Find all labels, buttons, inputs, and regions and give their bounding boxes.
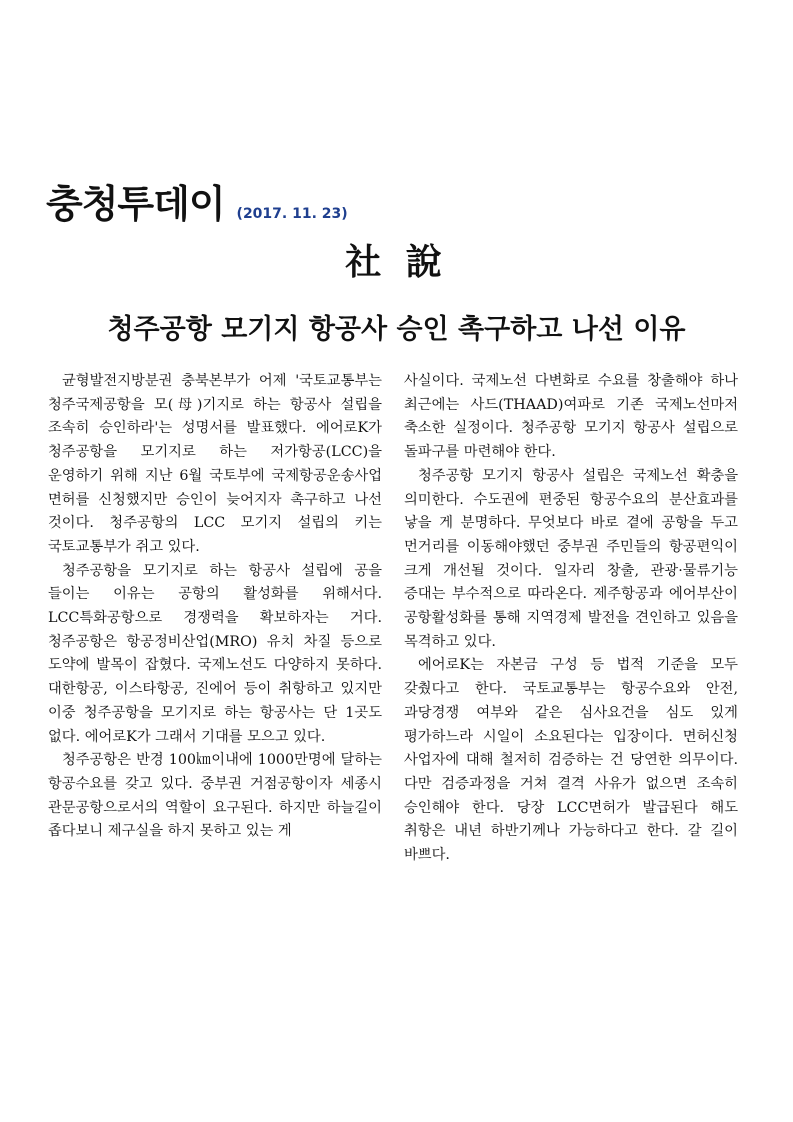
masthead [46, 182, 348, 226]
paragraph: 에어로K는 자본금 구성 등 법적 기준을 모두 갖췄다고 한다. 국토교통부는 항공수요와 안전, 과당경쟁 여부와 같은 심사요건을 심도 있게 평가하느라 시일이 소요된다는 입장이다. 면허신청 사업자에 대해 철저히 검증하는 건 당연한 의무이다. 다만 검증과정을 거쳐 결격 사유가 없으면 조속히 승인해야 한다. 당장 LCC면허가 발급된다 해도 취항은 내년 하반기께나 가능하다고 한다. 갈 길이 바쁘다. [404, 657, 738, 864]
section-label: 社 說 [345, 241, 448, 283]
publication-date: (2017. 11. 23) [236, 206, 348, 222]
paragraph: 균형발전지방분권 충북본부가 어제 '국토교통부는 청주국제공항을 모(母)기지로 하는 항공사 설립을 조속히 승인하라'는 성명서를 발표했다. 에어로K가 청주공항을 모기지로 하는 저가항공(LCC)을 운영하기 위해 지난 6월 국토부에 국제항공운송사업 면허를 신청했지만 승인이 늦어지자 촉구하고 나선 것이다. 청주공항의 LCC 모기지 설립의 키는 국토교통부가 쥐고 있다. [48, 373, 382, 555]
paragraph: 청주공항을 모기지로 하는 항공사 설립에 공을 들이는 이유는 공항의 활성화를 위해서다. LCC특화공항으로 경쟁력을 확보하자는 거다. 청주공항은 항공정비산업(MRO) 유치 차질 등으로 도약에 발목이 잡혔다. 국제노선도 다양하지 못하다. 대한항공, 이스타항공, 진에어 등이 취항하고 있지만 이중 청주공항을 모기지로 하는 항공사는 단 1곳도 없다. 에어로K가 그래서 기대를 모으고 있다. [48, 562, 382, 745]
paragraph: 사실이다. 국제노선 다변화로 수요를 창출해야 하나 최근에는 사드(THAAD)여파로 기존 국제노선마저 축소한 실정이다. 청주공항 모기지 항공사 설립으로 돌파구를 마련해야 한다. [404, 373, 738, 461]
paragraph: 청주공항은 반경 100㎞이내에 1000만명에 달하는 항공수요를 갖고 있다. 중부권 거점공항이자 세종시 관문공항으로서의 역할이 요구된다. 하지만 하늘길이 좁다보니 제구실을 하지 못하고 있는 게 [48, 752, 382, 840]
newspaper-logo: 충청투데이 [46, 182, 225, 226]
article-column-right [404, 370, 738, 868]
article-headline: 청주공항 모기지 항공사 승인 촉구하고 나선 이유 [107, 314, 686, 345]
article-column-left [48, 370, 382, 844]
paragraph: 청주공항 모기지 항공사 설립은 국제노선 확충을 의미한다. 수도권에 편중된 항공수요의 분산효과를 낳을 게 분명하다. 무엇보다 바로 곁에 공항을 두고 먼거리를 이동해야했던 중부권 주민들의 항공편익이 크게 개선될 것이다. 일자리 창출, 관광·물류기능 증대는 부수적으로 따라온다. 제주항공과 에어부산이 공항활성화를 통해 지역경제 발전을 견인하고 있음을 목격하고 있다. [404, 467, 738, 650]
